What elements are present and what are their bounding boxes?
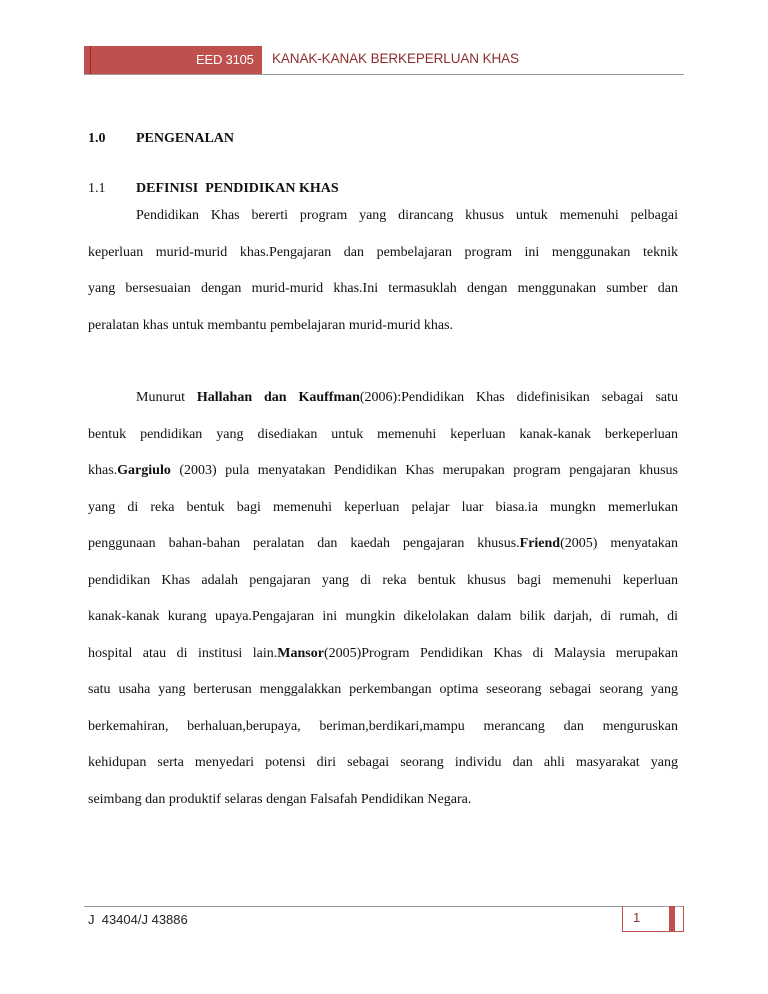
page-number-box: [622, 906, 684, 932]
paragraph-line: Munurut Hallahan dan Kauffman(2006):Pendidikan Khas didefinisikan sebagai satu: [136, 390, 678, 405]
paragraph-line: penggunaan bahan-bahan peralatan dan kaedah pengajaran khusus.Friend(2005) menyatakan: [88, 536, 678, 551]
header-divider: [84, 74, 684, 75]
paragraph-line: berkemahiran, berhaluan,berupaya, beriman,berdikari,mampu merancang dan menguruskan: [88, 718, 678, 734]
course-code: EED 3105: [196, 52, 254, 67]
paragraph-line: peralatan khas untuk membantu pembelajaran murid-murid khas.: [88, 317, 454, 333]
paragraph-line: yang bersesuaian dengan murid-murid khas.Ini termasuklah dengan menggunakan sumber dan: [88, 281, 678, 296]
author-name: Friend: [519, 536, 561, 551]
paragraph-line: yang di reka bentuk bagi memenuhi keperluan pelajar luar biasa.ia mungkn memerlukan: [88, 499, 678, 515]
author-name: Hallahan dan Kauffman: [196, 390, 360, 405]
author-name: Mansor: [277, 645, 324, 661]
section-title-definisi: DEFINISI PENDIDIKAN KHAS: [136, 181, 339, 196]
student-ids: J 43404/J 43886: [88, 912, 188, 927]
page-number: 1: [633, 910, 641, 925]
page-number-accent: [669, 906, 675, 932]
paragraph-line: bentuk pendidikan yang disediakan untuk memenuhi keperluan kanak-kanak berkeperluan: [88, 426, 678, 442]
paragraph-citations: [88, 380, 678, 818]
paragraph-line: khas.Gargiulo (2003) pula menyatakan Pendidikan Khas merupakan program pengajaran khusus: [88, 463, 678, 478]
paragraph-line: kehidupan serta menyedari potensi diri sebagai seorang individu dan ahli masyarakat yang: [88, 755, 678, 770]
paragraph-line: hospital atau di institusi lain.Mansor(2005)Program Pendidikan Khas di Malaysia merupakan: [88, 645, 678, 661]
paragraph-line: pendidikan Khas adalah pengajaran yang di reka bentuk khusus bagi memenuhi keperluan: [88, 572, 678, 588]
paragraph-line: satu usaha yang berterusan menggalakkan perkembangan optima seseorang sebagai seorang yang: [88, 682, 678, 697]
paragraph-line: kanak-kanak kurang upaya.Pengajaran ini mungkin dikelolakan dalam bilik darjah, di rumah, di: [88, 609, 678, 624]
paragraph-line: seimbang dan produktif selaras dengan Falsafah Pendidikan Negara.: [88, 791, 472, 807]
course-title: KANAK-KANAK BERKEPERLUAN KHAS: [272, 51, 519, 66]
section-number-1-1: 1.1: [88, 181, 106, 196]
paragraph-definition: [88, 198, 678, 344]
author-name: Gargiulo: [117, 463, 171, 478]
section-number-1-0: 1.0: [88, 131, 106, 146]
section-title-pengenalan: PENGENALAN: [136, 131, 235, 146]
paragraph-line: Pendidikan Khas bererti program yang dirancang khusus untuk memenuhi pelbagai: [136, 208, 678, 223]
footer-divider: [84, 906, 684, 907]
paragraph-line: keperluan murid-murid khas.Pengajaran dan pembelajaran program ini menggunakan teknik: [88, 244, 678, 260]
